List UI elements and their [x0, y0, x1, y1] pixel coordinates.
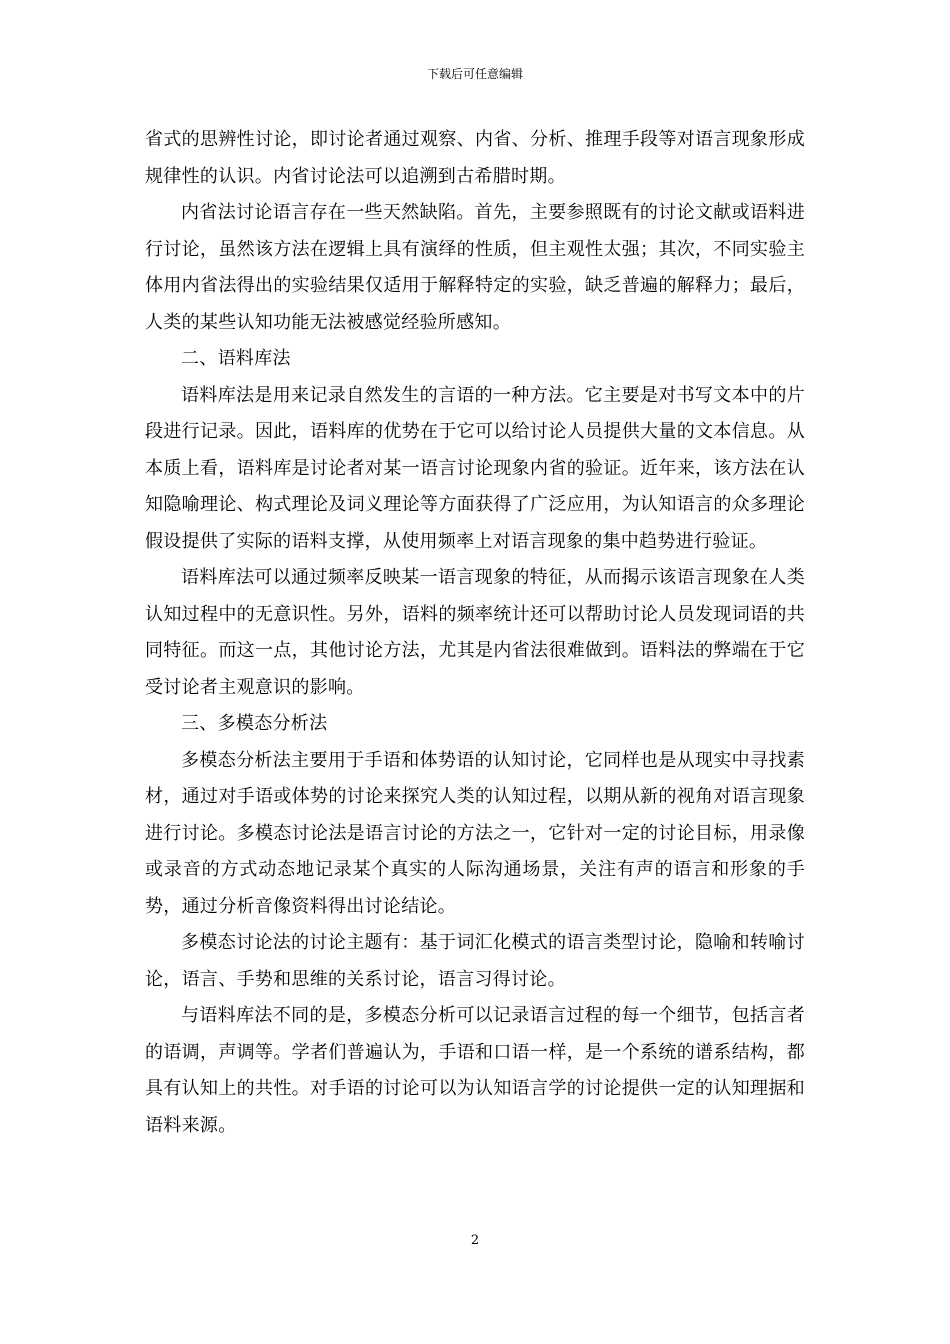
paragraph-corpus-intro: 语料库法是用来记录自然发生的言语的一种方法。它主要是对书写文本中的片段进行记录。因此，语料库的优势在于它可以给讨论人员提供大量的文本信息。从本质上看，语料库是讨论者对某一语言讨论现象内省的验证。近年来，该方法在认知隐喻理论、构式理论及词义理论等方面获得了广泛应用，为认知语言的众多理论假设提供了实际的语料支撑，从使用频率上对语言现象的集中趋势进行验证。 [145, 384, 805, 552]
section-heading-corpus: 二、语料库法 [181, 348, 291, 369]
paragraph-multimodal-intro: 多模态分析法主要用于手语和体势语的认知讨论，它同样也是从现实中寻找素材，通过对手语或体势的讨论来探究人类的认知过程，以期从新的视角对语言现象进行讨论。多模态讨论法是语言讨论的方法之一，它针对一定的讨论目标，用录像或录音的方式动态地记录某个真实的人际沟通场景，关注有声的语言和形象的手势，通过分析音像资料得出讨论结论。 [145, 749, 805, 917]
paragraph-introspection-flaws: 内省法讨论语言存在一些天然缺陷。首先，主要参照既有的讨论文献或语料进行讨论，虽然该方法在逻辑上具有演绎的性质，但主观性太强；其次，不同实验主体用内省法得出的实验结果仅适用于解释特定的实验，缺乏普遍的解释力；最后，人类的某些认知功能无法被感觉经验所感知。 [145, 202, 805, 333]
paragraph-continuation: 省式的思辨性讨论，即讨论者通过观察、内省、分析、推理手段等对语言现象形成规律性的认识。内省讨论法可以追溯到古希腊时期。 [145, 129, 805, 187]
document-body [145, 122, 805, 1144]
page-number: 2 [470, 1233, 480, 1248]
paragraph-corpus-frequency: 语料库法可以通过频率反映某一语言现象的特征，从而揭示该语言现象在人类认知过程中的无意识性。另外，语料的频率统计还可以帮助讨论人员发现词语的共同特征。而这一点，其他讨论方法，尤其是内省法很难做到。语料法的弊端在于它受讨论者主观意识的影响。 [145, 567, 805, 698]
paragraph-multimodal-comparison: 与语料库法不同的是，多模态分析可以记录语言过程的每一个细节，包括言者的语调，声调等。学者们普遍认为，手语和口语一样，是一个系统的谱系结构，都具有认知上的共性。对手语的讨论可以为认知语言学的讨论提供一定的认知理据和语料来源。 [145, 1005, 805, 1136]
paragraph-multimodal-topics: 多模态讨论法的讨论主题有：基于词汇化模式的语言类型讨论，隐喻和转喻讨论，语言、手势和思维的关系讨论，语言习得讨论。 [145, 932, 805, 990]
page-header: 下载后可任意编辑 [426, 67, 523, 81]
section-heading-multimodal: 三、多模态分析法 [181, 713, 328, 734]
